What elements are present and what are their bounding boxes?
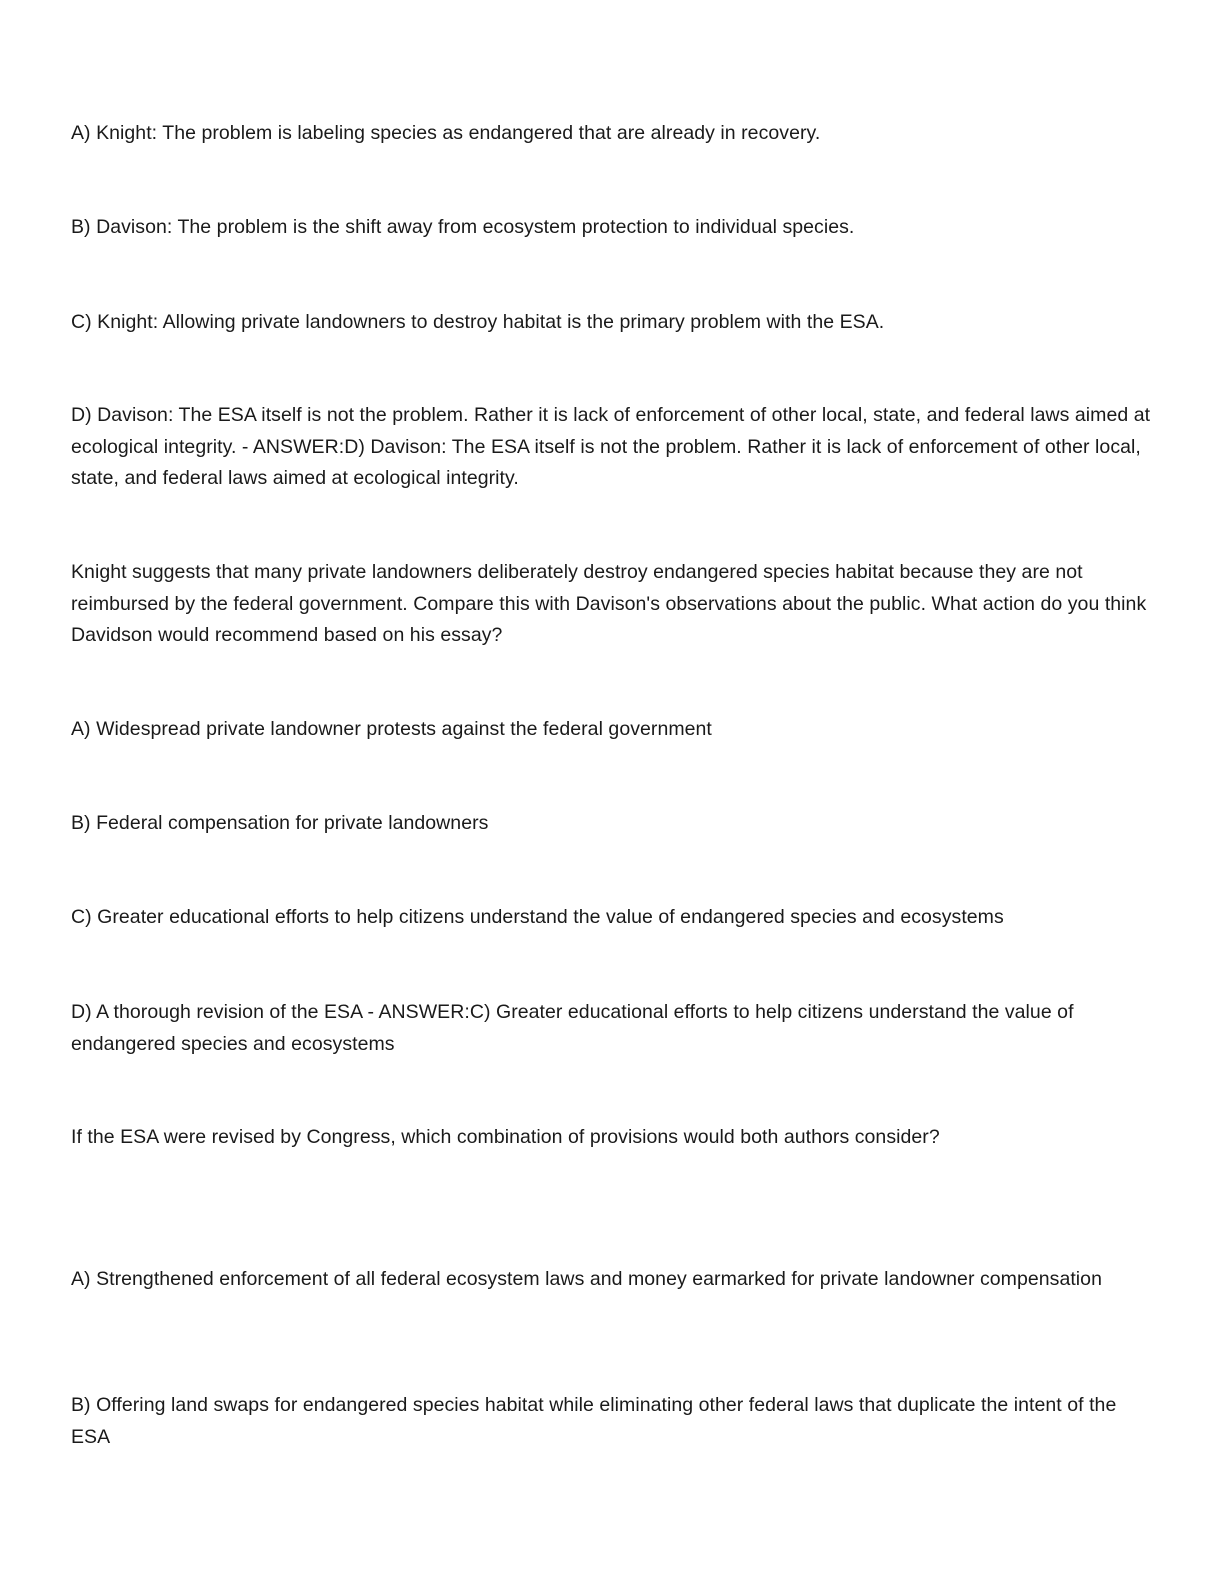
question-esa-revision-provisions: If the ESA were revised by Congress, which combination of provisions would both authors consider?	[71, 1126, 940, 1148]
answer-option-b-compensation: B) Federal compensation for private landowners	[71, 812, 489, 834]
answer-option-d-davison-enforcement: D) Davison: The ESA itself is not the problem. Rather it is lack of enforcement of other local, state, and federal laws aimed at ecological integrity. - ANSWER:D) Davison: The ESA itself is not the problem. Rather it is lack of enforcement of other local, state, and federal laws aimed at ecological integrity.	[71, 404, 1151, 489]
answer-option-b-davison-ecosystem: B) Davison: The problem is the shift away from ecosystem protection to individual species.	[71, 216, 855, 238]
answer-option-c-knight-landowners: C) Knight: Allowing private landowners to destroy habitat is the primary problem with the ESA.	[71, 311, 885, 333]
answer-option-d-revision: D) A thorough revision of the ESA - ANSWER:C) Greater educational efforts to help citizens understand the value of endangered species and ecosystems	[71, 1001, 1074, 1055]
answer-option-a-protests: A) Widespread private landowner protests against the federal government	[71, 718, 712, 740]
answer-option-a-knight-recovery: A) Knight: The problem is labeling species as endangered that are already in recovery.	[71, 122, 821, 144]
question-davidson-recommendation: Knight suggests that many private landowners deliberately destroy endangered species habitat because they are not reimbursed by the federal government. Compare this with Davison's observations about the public. What action do you think Davidson would recommend based on his essay?	[71, 561, 1147, 646]
answer-option-c-education: C) Greater educational efforts to help citizens understand the value of endangered species and ecosystems	[71, 906, 1004, 928]
answer-option-b-land-swaps: B) Offering land swaps for endangered species habitat while eliminating other federal laws that duplicate the intent of the ESA	[71, 1394, 1117, 1448]
answer-option-a-strengthened-enforcement: A) Strengthened enforcement of all federal ecosystem laws and money earmarked for private landowner compensation	[71, 1268, 1102, 1290]
